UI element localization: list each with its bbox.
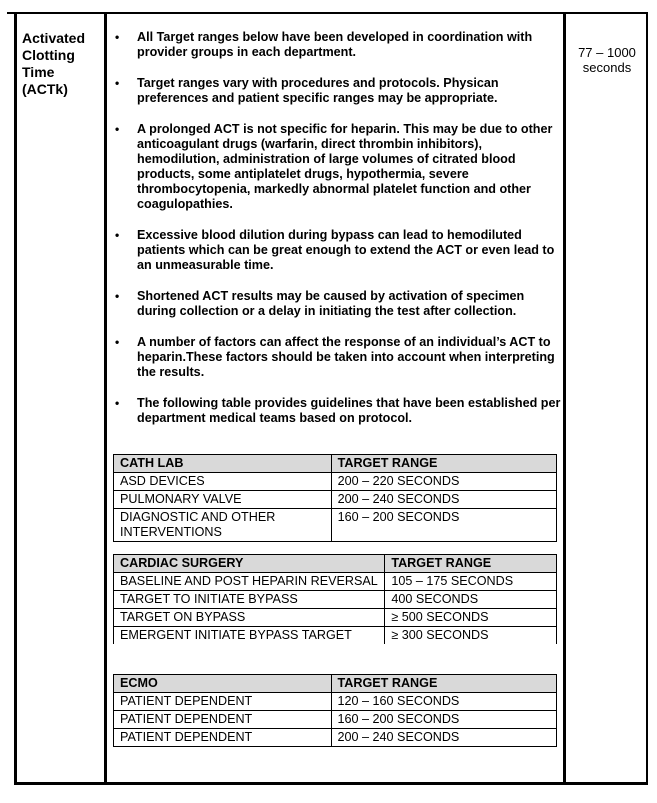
cath-lab-table bbox=[113, 454, 557, 542]
target-range-cell: 160 – 200 SECONDS bbox=[331, 509, 556, 542]
note-item bbox=[113, 122, 563, 212]
target-range-cell: 160 – 200 SECONDS bbox=[331, 711, 556, 729]
target-range-cell: 200 – 240 SECONDS bbox=[331, 729, 556, 747]
note-item bbox=[113, 396, 563, 426]
target-range-cell: 105 – 175 SECONDS bbox=[385, 573, 557, 591]
procedure-cell: TARGET TO INITIATE BYPASS bbox=[114, 591, 385, 609]
reference-range-unit: seconds bbox=[582, 60, 632, 75]
note-text: Shortened ACT results may be caused by activation of specimen during collection or a delay in initiating the test after collection. bbox=[137, 289, 525, 318]
table-header-row bbox=[114, 555, 557, 573]
table-row bbox=[114, 693, 557, 711]
target-range-cell: 400 SECONDS bbox=[385, 591, 557, 609]
table-row bbox=[114, 711, 557, 729]
table-row bbox=[114, 509, 557, 542]
column-header: CARDIAC SURGERY bbox=[114, 555, 385, 573]
test-name-line: Clotting bbox=[22, 47, 75, 63]
table-row bbox=[114, 591, 557, 609]
note-item bbox=[113, 76, 563, 106]
note-text: A number of factors can affect the response of an individual’s ACT to heparin.These factors should be taken into account when interpreting the results. bbox=[137, 335, 555, 379]
table-row bbox=[114, 573, 557, 591]
table-row bbox=[114, 627, 557, 645]
procedure-cell: EMERGENT INITIATE BYPASS TARGET bbox=[114, 627, 385, 645]
bullet-icon: • bbox=[115, 335, 120, 349]
bullet-icon: • bbox=[115, 76, 120, 90]
target-range-cell: 200 – 220 SECONDS bbox=[331, 473, 556, 491]
procedure-cell: DIAGNOSTIC AND OTHER INTERVENTIONS bbox=[114, 509, 332, 542]
test-name-cell bbox=[22, 30, 102, 98]
table-header-row bbox=[114, 675, 557, 693]
column-header: CATH LAB bbox=[114, 455, 332, 473]
table-header-row bbox=[114, 455, 557, 473]
cardiac-surgery-table bbox=[113, 554, 557, 644]
note-text: The following table provides guidelines that have been established per department medical teams based on protocol. bbox=[137, 396, 561, 425]
procedure-cell: TARGET ON BYPASS bbox=[114, 609, 385, 627]
bullet-icon: • bbox=[115, 30, 120, 44]
bullet-icon: • bbox=[115, 228, 120, 242]
column-header: TARGET RANGE bbox=[331, 675, 556, 693]
ecmo-table bbox=[113, 674, 557, 747]
note-text: All Target ranges below have been developed in coordination with provider groups in each department. bbox=[137, 30, 533, 59]
procedure-cell: PULMONARY VALVE bbox=[114, 491, 332, 509]
test-name-line: (ACTk) bbox=[22, 81, 68, 97]
procedure-cell: PATIENT DEPENDENT bbox=[114, 711, 332, 729]
bullet-icon: • bbox=[115, 289, 120, 303]
bullet-icon: • bbox=[115, 122, 120, 136]
table-row bbox=[114, 491, 557, 509]
table-row bbox=[114, 473, 557, 491]
table-row bbox=[114, 729, 557, 747]
target-range-cell: 120 – 160 SECONDS bbox=[331, 693, 556, 711]
note-item bbox=[113, 289, 563, 319]
note-item bbox=[113, 335, 563, 380]
target-range-cell: ≥ 300 SECONDS bbox=[385, 627, 557, 645]
bullet-icon: • bbox=[115, 396, 120, 410]
column-header: ECMO bbox=[114, 675, 332, 693]
table-row bbox=[114, 609, 557, 627]
reference-range-value: 77 – 1000 bbox=[578, 45, 636, 60]
interpretation-notes-list bbox=[113, 30, 563, 442]
procedure-cell: BASELINE AND POST HEPARIN REVERSAL bbox=[114, 573, 385, 591]
note-text: Target ranges vary with procedures and protocols. Physican preferences and patient specific ranges may be appropriate. bbox=[137, 76, 499, 105]
target-range-cell: 200 – 240 SECONDS bbox=[331, 491, 556, 509]
target-range-cell: ≥ 500 SECONDS bbox=[385, 609, 557, 627]
note-item bbox=[113, 228, 563, 273]
column-header: TARGET RANGE bbox=[385, 555, 557, 573]
test-name-line: Time bbox=[22, 64, 55, 80]
procedure-cell: PATIENT DEPENDENT bbox=[114, 693, 332, 711]
test-name-line: Activated bbox=[22, 30, 86, 46]
procedure-cell: ASD DEVICES bbox=[114, 473, 332, 491]
column-divider-label bbox=[104, 12, 107, 785]
reference-range-cell bbox=[566, 45, 648, 75]
note-item bbox=[113, 30, 563, 60]
column-header: TARGET RANGE bbox=[331, 455, 556, 473]
column-divider-range bbox=[563, 12, 566, 785]
procedure-cell: PATIENT DEPENDENT bbox=[114, 729, 332, 747]
note-text: A prolonged ACT is not specific for heparin. This may be due to other anticoagulant drugs (warfarin, direct thrombin inhibitors), hemodilution, administration of large volumes of citrated blood products, some antiplatelet drugs, hypothermia, severe thrombocytopenia, markedly abnormal platelet function and other coagulopathies. bbox=[137, 122, 553, 211]
note-text: Excessive blood dilution during bypass can lead to hemodiluted patients which can be great enough to extend the ACT or even lead to an unmeasurable time. bbox=[137, 228, 555, 272]
